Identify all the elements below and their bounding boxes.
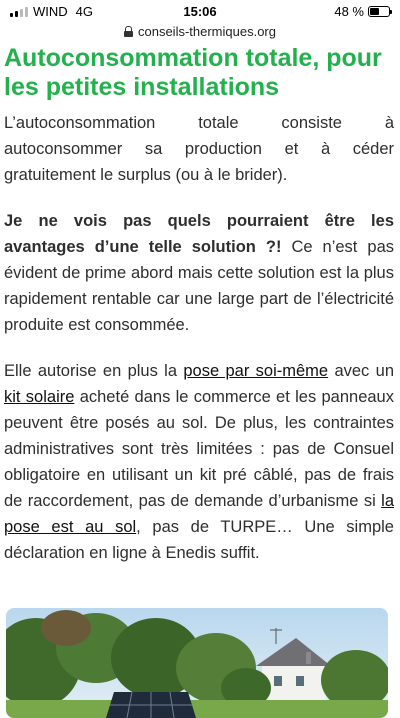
text-segment: , pas de TURPE… Une simple déclaration en ligne à Enedis suffit. xyxy=(4,518,394,562)
answer-text: Ce n’est pas évident de prime abord mais cette solution est la plus rapidement rentable car une large part de l’électricité produite est consommée. xyxy=(4,238,394,334)
paragraph-intro: L’autoconsommation totale consiste à autoconsommer sa production et à céder gratuitement le surplus (ou à le brider). xyxy=(4,114,394,184)
garden-solar-panels-image xyxy=(6,608,388,718)
signal-icon xyxy=(10,6,28,17)
link-self-installation[interactable]: pose par soi-même xyxy=(183,362,329,380)
text-segment: Elle autorise en plus la xyxy=(4,362,184,380)
question-bold-text: Je ne vois pas quels pourraient être les avantages d’une telle solution ?! xyxy=(4,212,394,256)
clock: 15:06 xyxy=(183,3,217,19)
url-text[interactable]: conseils-thermiques.org xyxy=(137,23,276,39)
carrier-name: WIND xyxy=(33,3,68,19)
paragraph-advantages xyxy=(4,208,394,338)
lock-icon xyxy=(124,26,133,36)
battery-percent: 48 % xyxy=(334,3,364,19)
battery-indicator xyxy=(334,4,390,19)
network-type: 4G xyxy=(75,3,94,19)
article-title: Autoconsommation totale, pour les petites installations xyxy=(4,44,382,101)
link-ground-installation[interactable]: la pose est au sol xyxy=(4,492,394,536)
address-bar[interactable] xyxy=(0,22,400,40)
article-photo xyxy=(6,608,388,718)
text-segment: avec un xyxy=(328,362,394,380)
article-content xyxy=(0,44,400,566)
status-bar xyxy=(0,0,400,22)
link-solar-kit[interactable]: kit solaire xyxy=(4,388,75,406)
text-segment: acheté dans le commerce et les panneaux peuvent être posés au sol. De plus, les contraintes administratives sont très limitées : pas de Consuel obligatoire en utilisant un kit pré câblé, pas de frais de raccordement, pas de demande d’urbanisme si xyxy=(4,388,394,510)
battery-icon xyxy=(368,6,390,17)
paragraph-installation xyxy=(4,358,394,566)
